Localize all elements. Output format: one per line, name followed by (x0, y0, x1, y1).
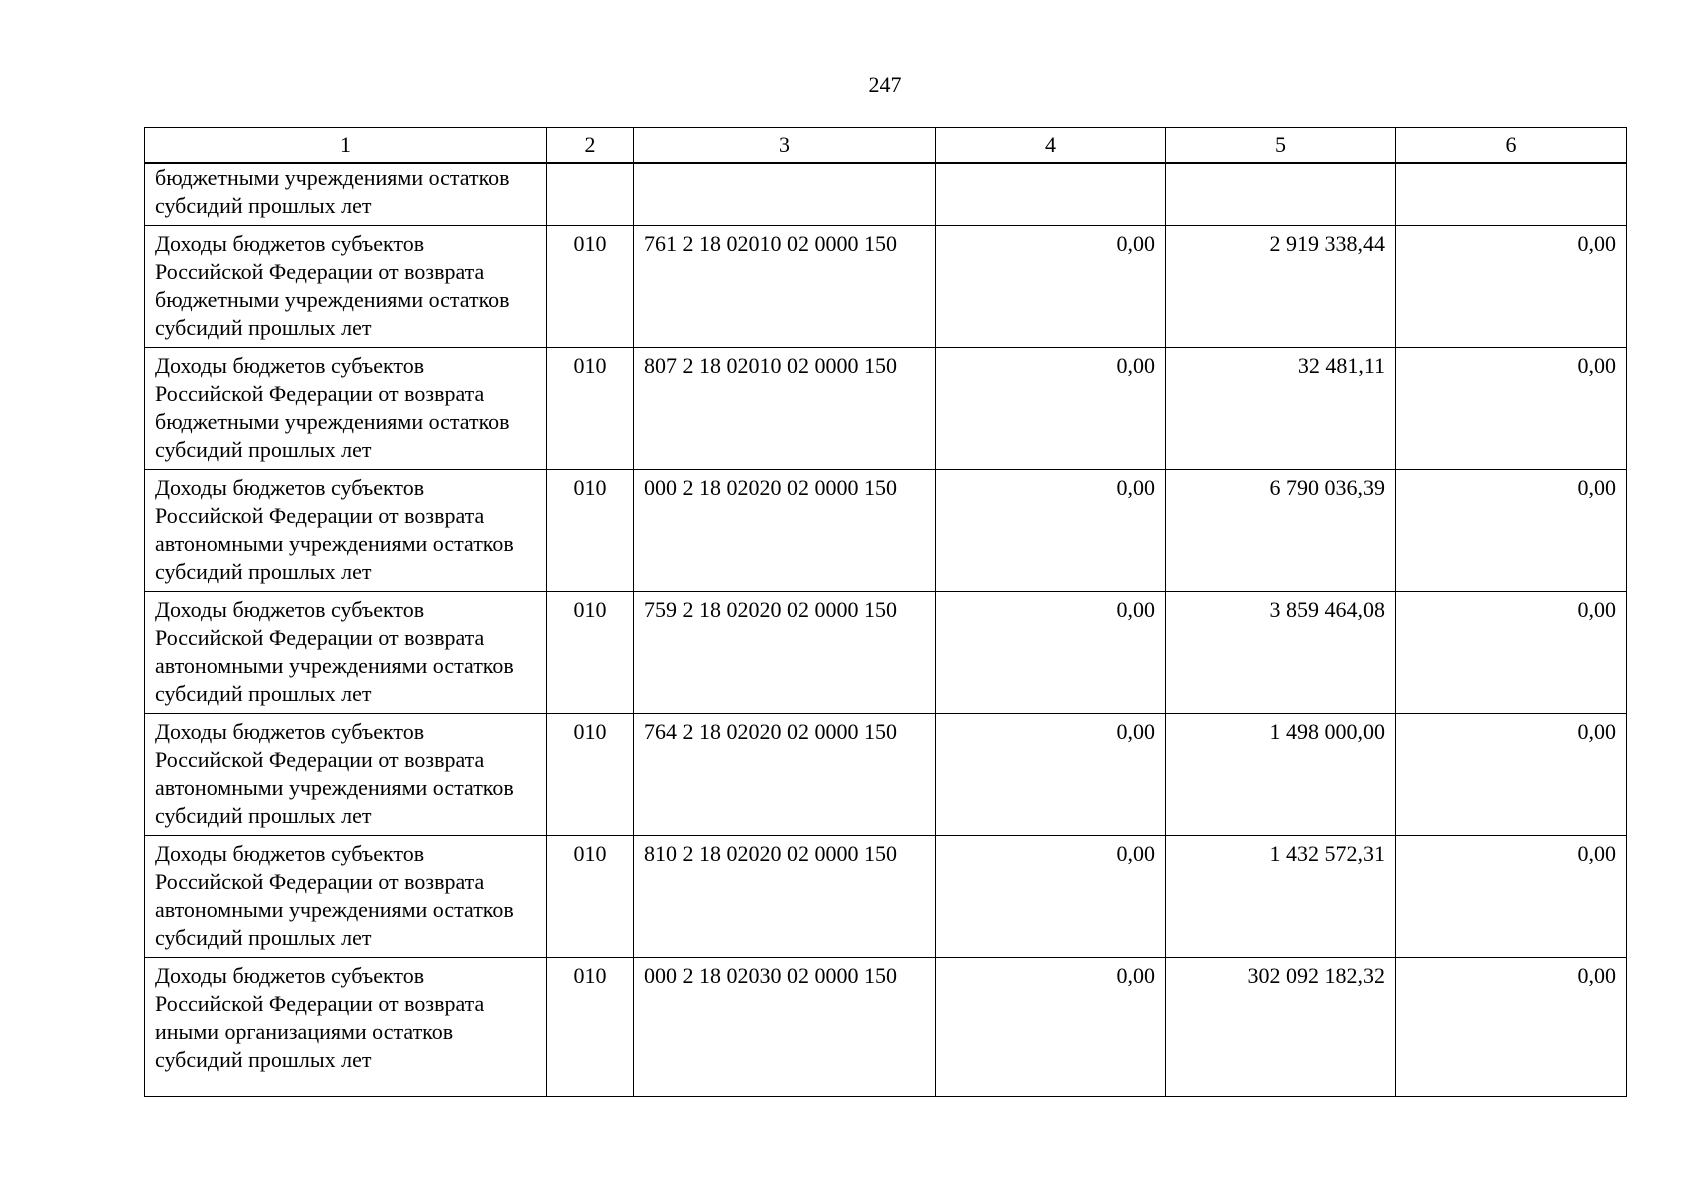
cell-col6: 0,00 (1396, 348, 1627, 470)
cell-code3: 810 2 18 02020 02 0000 150 (634, 836, 936, 958)
cell-code3: 000 2 18 02020 02 0000 150 (634, 470, 936, 592)
header-col-2: 2 (547, 128, 634, 164)
cell-code3: 000 2 18 02030 02 0000 150 (634, 958, 936, 1097)
header-col-6: 6 (1396, 128, 1627, 164)
cell-col4: 0,00 (936, 226, 1166, 348)
cell-name: Доходы бюджетов субъектов Российской Федерации от возврата автономными учреждениями остатков субсидий прошлых лет (145, 592, 547, 714)
cell-col6: 0,00 (1396, 470, 1627, 592)
cell-col4 (936, 163, 1166, 226)
cell-code2: 010 (547, 226, 634, 348)
budget-table (144, 127, 1627, 1097)
cell-col6: 0,00 (1396, 836, 1627, 958)
cell-col5: 32 481,11 (1166, 348, 1396, 470)
cell-code3: 807 2 18 02010 02 0000 150 (634, 348, 936, 470)
table-row (145, 836, 1627, 958)
cell-col5: 302 092 182,32 (1166, 958, 1396, 1097)
cell-name: Доходы бюджетов субъектов Российской Федерации от возврата автономными учреждениями остатков субсидий прошлых лет (145, 836, 547, 958)
header-row (145, 128, 1627, 164)
cell-col5: 3 859 464,08 (1166, 592, 1396, 714)
page-number: 247 (868, 72, 902, 97)
cell-code3 (634, 163, 936, 226)
cell-code3: 759 2 18 02020 02 0000 150 (634, 592, 936, 714)
cell-col5: 2 919 338,44 (1166, 226, 1396, 348)
table-body (145, 163, 1627, 1097)
cell-code2: 010 (547, 714, 634, 836)
cell-name: Доходы бюджетов субъектов Российской Федерации от возврата бюджетными учреждениями остатков субсидий прошлых лет (145, 348, 547, 470)
cell-col5: 1 498 000,00 (1166, 714, 1396, 836)
table-row-continuation (145, 163, 1627, 226)
table-row (145, 714, 1627, 836)
cell-col4: 0,00 (936, 348, 1166, 470)
cell-code2: 010 (547, 836, 634, 958)
header-col-5: 5 (1166, 128, 1396, 164)
cell-col5: 6 790 036,39 (1166, 470, 1396, 592)
cell-col6 (1396, 163, 1627, 226)
table-row (145, 592, 1627, 714)
header-col-3: 3 (634, 128, 936, 164)
cell-col4: 0,00 (936, 958, 1166, 1097)
table-header (145, 128, 1627, 164)
cell-name: Доходы бюджетов субъектов Российской Федерации от возврата автономными учреждениями остатков субсидий прошлых лет (145, 714, 547, 836)
header-col-1: 1 (145, 128, 547, 164)
cell-code3: 764 2 18 02020 02 0000 150 (634, 714, 936, 836)
cell-col6: 0,00 (1396, 958, 1627, 1097)
cell-code2: 010 (547, 592, 634, 714)
table-row (145, 348, 1627, 470)
cell-col4: 0,00 (936, 470, 1166, 592)
cell-col6: 0,00 (1396, 592, 1627, 714)
cell-code3: 761 2 18 02010 02 0000 150 (634, 226, 936, 348)
cell-name: Доходы бюджетов субъектов Российской Федерации от возврата автономными учреждениями остатков субсидий прошлых лет (145, 470, 547, 592)
table-row (145, 958, 1627, 1097)
table-row (145, 226, 1627, 348)
cell-col6: 0,00 (1396, 714, 1627, 836)
table-row (145, 470, 1627, 592)
cell-code2 (547, 163, 634, 226)
cell-col4: 0,00 (936, 836, 1166, 958)
cell-code2: 010 (547, 348, 634, 470)
cell-name: Доходы бюджетов субъектов Российской Федерации от возврата иными организациями остатков субсидий прошлых лет (145, 958, 547, 1097)
cell-code2: 010 (547, 958, 634, 1097)
cell-col6: 0,00 (1396, 226, 1627, 348)
header-col-4: 4 (936, 128, 1166, 164)
cell-name: Доходы бюджетов субъектов Российской Федерации от возврата бюджетными учреждениями остатков субсидий прошлых лет (145, 226, 547, 348)
cell-code2: 010 (547, 470, 634, 592)
cell-col5: 1 432 572,31 (1166, 836, 1396, 958)
cell-col4: 0,00 (936, 714, 1166, 836)
cell-col5 (1166, 163, 1396, 226)
cell-name: бюджетными учреждениями остатков субсидий прошлых лет (145, 163, 547, 226)
cell-col4: 0,00 (936, 592, 1166, 714)
